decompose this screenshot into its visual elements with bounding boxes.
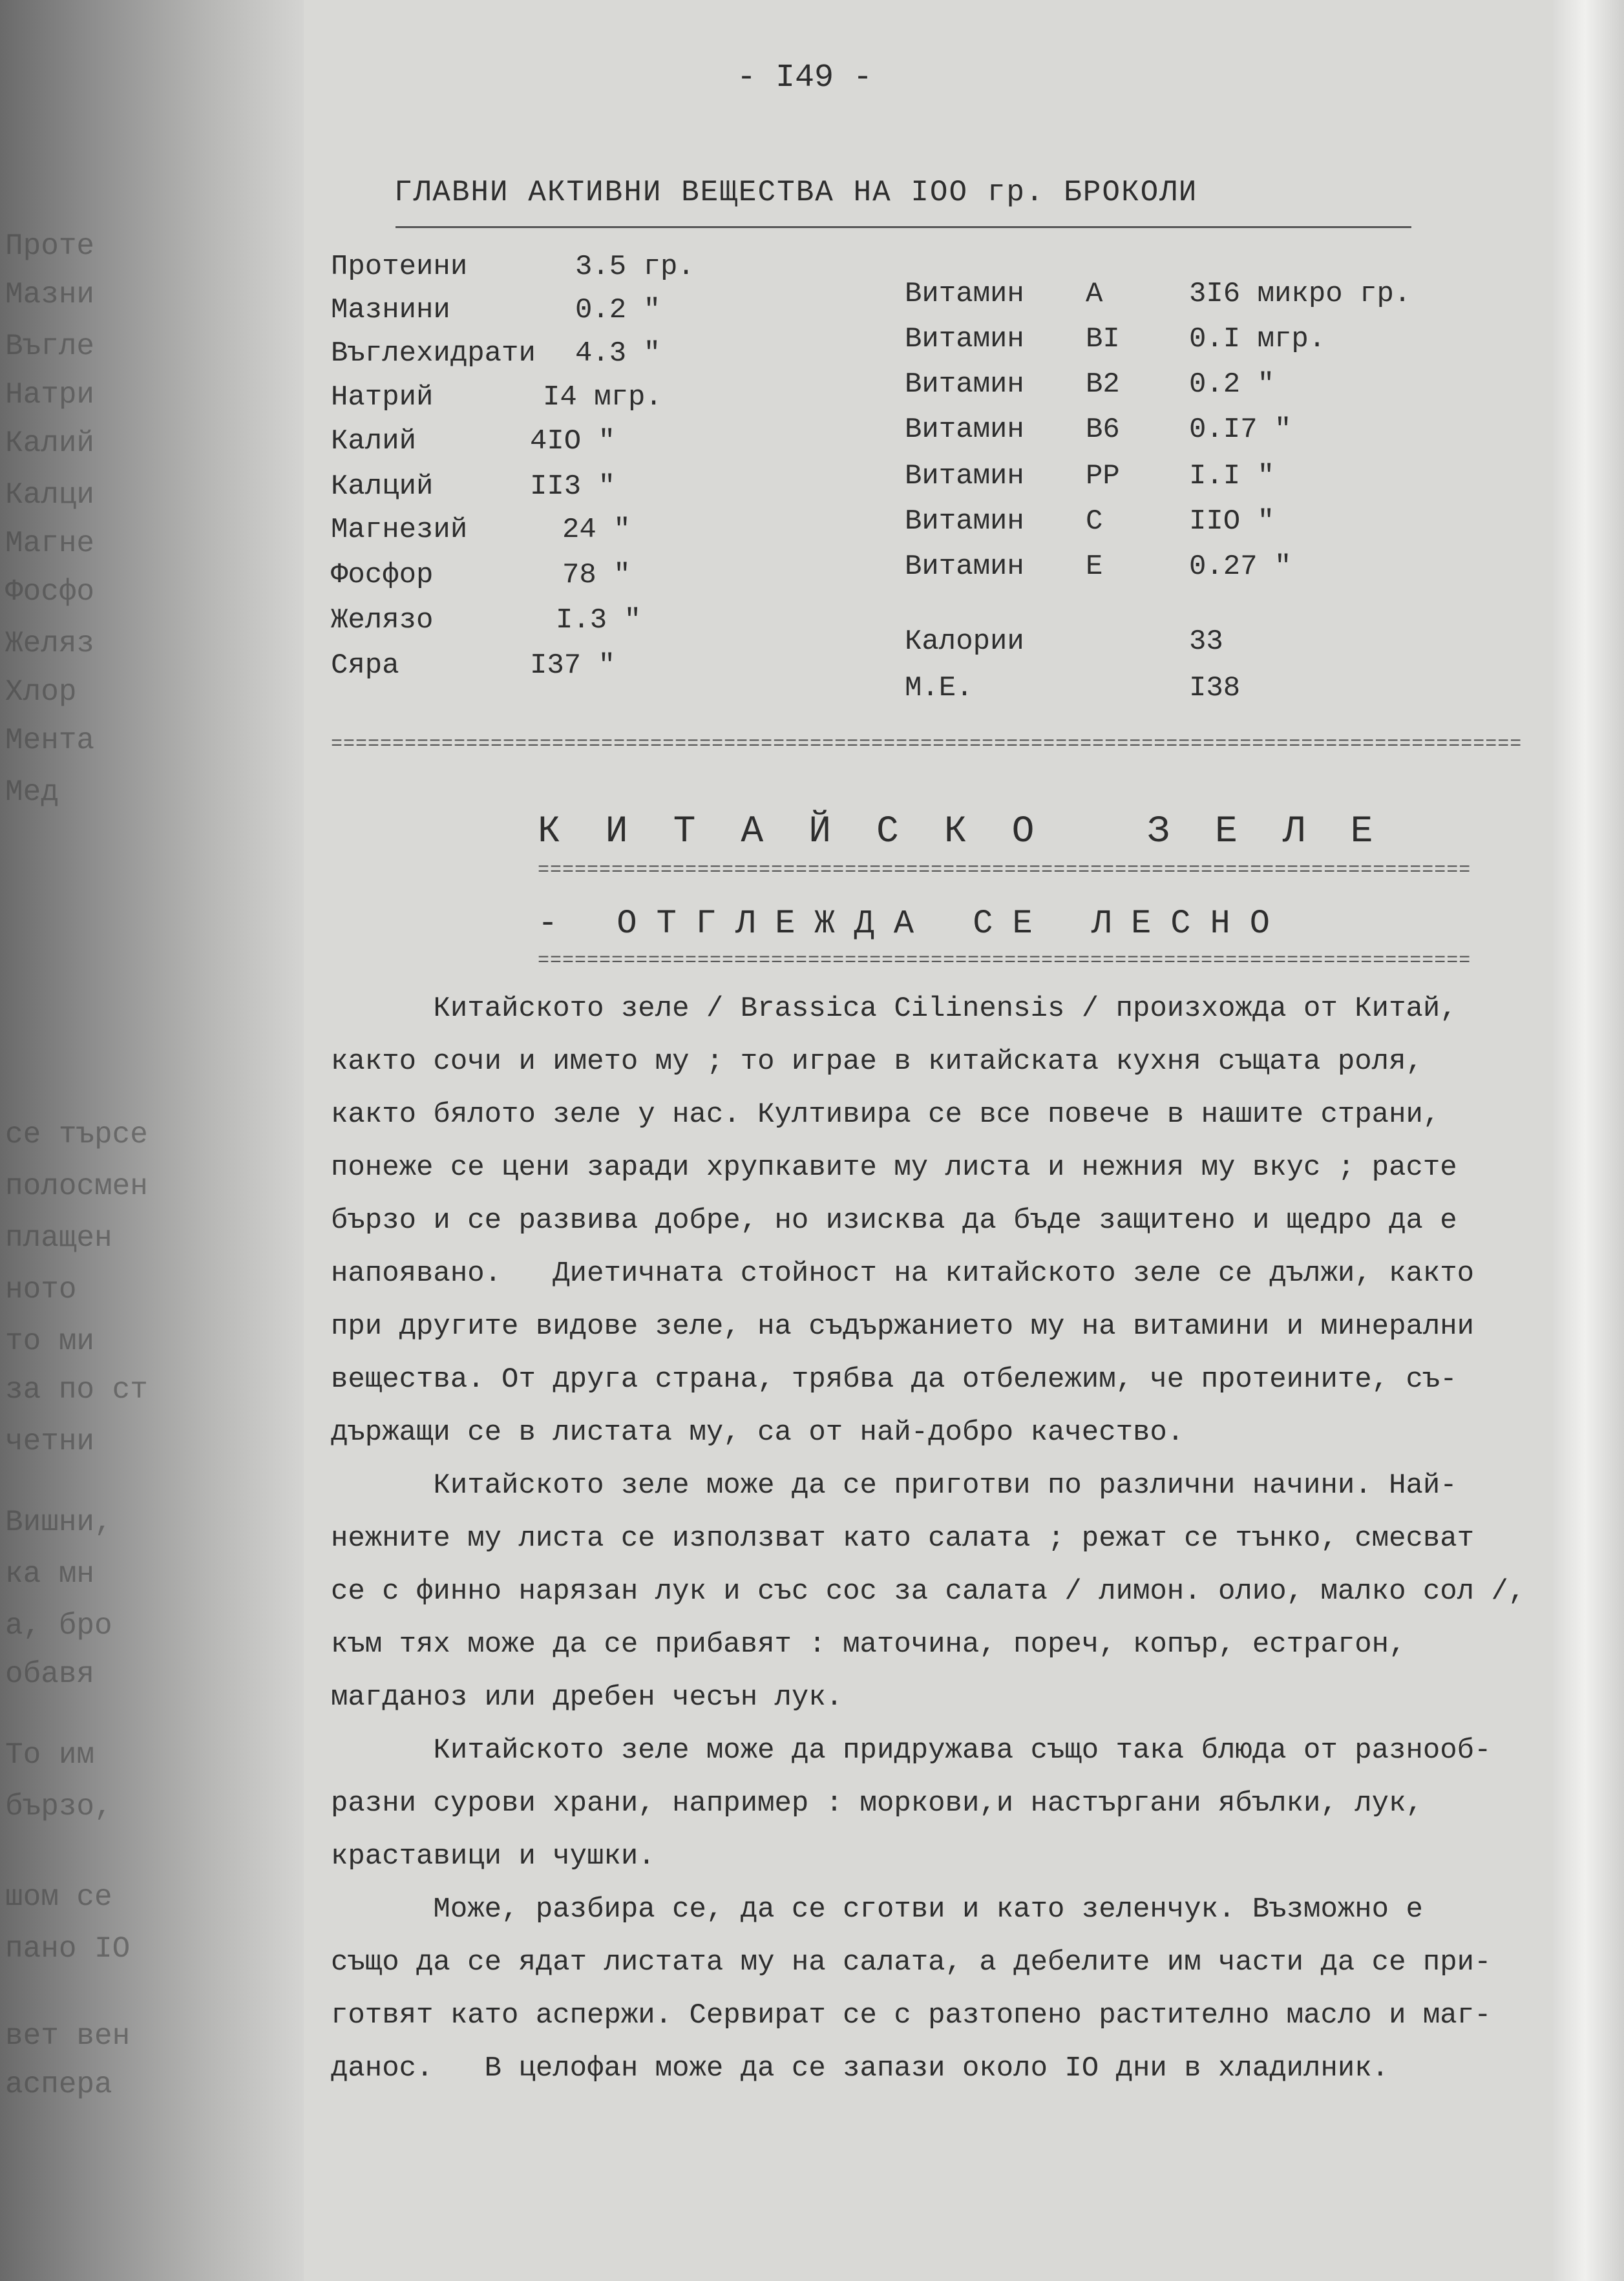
bleed-through-text (0, 0, 194, 2281)
vitamin-value: I38 (1189, 672, 1241, 704)
vitamin-letter: C (1086, 505, 1103, 538)
text-line: магданоз или дребен чесън лук. (331, 1681, 843, 1714)
text-line: напоявано. Диетичната стойност на китайското зеле се дължи, както (331, 1257, 1475, 1290)
nutrient-value: I4 мгр. (543, 381, 662, 414)
nutrient-value: 4.3 " (575, 337, 661, 370)
bleed-line: пано IO (5, 1932, 131, 1966)
bleed-line: а, бро (5, 1609, 112, 1643)
nutrient-value: I37 " (530, 649, 616, 682)
bleed-line: четни (5, 1425, 95, 1458)
text-line: Може, разбира се, да се сготви и като зеленчук. Възможно е (331, 1893, 1423, 1926)
text-line: Китайското зеле може да се приготви по различни начини. Най- (331, 1469, 1457, 1502)
bleed-line: ка мн (5, 1557, 95, 1591)
nutrient-name: Калий (331, 425, 417, 457)
text-line: готвят като аспержи. Сервират се с разтопено растително масло и маг- (331, 1999, 1492, 2032)
bleed-line: шом се (5, 1880, 112, 1914)
section-subheading: - ОТГЛЕЖДА СЕ ЛЕСНО (538, 905, 1289, 943)
table-title: ГЛАВНИ АКТИВНИ ВЕЩЕСТВА НА IOO гр. БРОКОЛИ (394, 176, 1198, 209)
bleed-line: за по ст (5, 1373, 148, 1407)
bleed-line: Мента (5, 724, 95, 757)
section-heading: КИТАЙСКО ЗЕЛЕ (538, 811, 1418, 853)
vitamin-name: Витамин (905, 505, 1024, 538)
document-page (258, 0, 1551, 2281)
vitamin-letter: PP (1086, 460, 1120, 492)
vitamin-name: Витамин (905, 278, 1024, 310)
nutrient-value: 4IO " (530, 425, 616, 457)
vitamin-name: Калории (905, 625, 1024, 658)
bleed-line: обавя (5, 1657, 95, 1691)
text-line: както сочи и името му ; то играе в китайската кухня същата роля, (331, 1046, 1423, 1078)
vitamin-name: Витамин (905, 460, 1024, 492)
heading-double-rule: ============================================================================ (538, 859, 1471, 881)
vitamin-letter: B6 (1086, 414, 1120, 446)
nutrient-name: Магнезий (331, 514, 468, 546)
bleed-line: се търсе (5, 1118, 148, 1151)
body-text (331, 982, 1539, 2095)
subheading-double-rule: ============================================================================ (538, 950, 1471, 972)
bleed-line: вет вен (5, 2019, 131, 2053)
double-rule: ================================================================================================= (331, 733, 1523, 755)
vitamin-value: 0.I мгр. (1189, 323, 1326, 355)
nutrient-value: I.3 " (556, 604, 642, 636)
bleed-line: Проте (5, 229, 95, 263)
vitamin-letter: E (1086, 551, 1103, 583)
page-number: - I49 - (737, 59, 873, 96)
text-line: държащи се в листата му, са от най-добро качество. (331, 1416, 1185, 1449)
bleed-line: Въгле (5, 330, 95, 363)
bleed-line: Магне (5, 527, 95, 560)
vitamin-value: 33 (1189, 625, 1223, 658)
nutrient-name: Натрий (331, 381, 434, 414)
bleed-line: То им (5, 1738, 95, 1772)
vitamin-value: 0.27 " (1189, 551, 1292, 583)
page-edge (1553, 0, 1624, 2281)
text-line: бързо и се развива добре, но изисква да бъде защитено и щедро да е (331, 1204, 1457, 1237)
bleed-line: Фосфо (5, 575, 95, 609)
bleed-line: ното (5, 1273, 77, 1307)
bleed-line: Калци (5, 478, 95, 512)
vitamin-letter: BI (1086, 323, 1120, 355)
nutrient-name: Калций (331, 470, 434, 503)
vitamin-value: IIO " (1189, 505, 1275, 538)
nutrient-name: Протеини (331, 251, 468, 283)
vitamin-name: Витамин (905, 551, 1024, 583)
text-line: също да се ядат листата му на салата, а дебелите им части да се при- (331, 1946, 1492, 1979)
text-line: понеже се цени заради хрупкавите му листа и нежния му вкус ; расте (331, 1151, 1457, 1184)
nutrient-value: 78 " (562, 559, 631, 591)
bleed-line: плащен (5, 1221, 112, 1255)
bleed-line: аспера (5, 2068, 112, 2101)
text-line: нежните му листа се използват като салата ; режат се тънко, смесват (331, 1522, 1475, 1555)
text-line: разни сурови храни, например : моркови,и настъргани ябълки, лук, (331, 1787, 1423, 1820)
bleed-line: полосмен (5, 1170, 148, 1203)
nutrient-name: Мазнини (331, 294, 450, 326)
nutrient-name: Желязо (331, 604, 434, 636)
nutrient-name: Сяра (331, 649, 399, 682)
vitamin-value: 0.I7 " (1189, 414, 1292, 446)
title-underline (395, 226, 1411, 228)
vitamin-letter: A (1086, 278, 1103, 310)
text-line: се с финно нарязан лук и със сос за салата / лимон. олио, малко сол /, (331, 1575, 1526, 1608)
nutrient-name: Въглехидрати (331, 337, 536, 370)
nutrient-name: Фосфор (331, 559, 434, 591)
vitamin-name: Витамин (905, 323, 1024, 355)
bleed-line: то ми (5, 1325, 95, 1358)
bleed-line: Вишни, (5, 1506, 112, 1539)
text-line: при другите видове зеле, на съдържанието му на витамини и минерални (331, 1310, 1475, 1343)
vitamin-name: М.Е. (905, 672, 973, 704)
vitamin-name: Витамин (905, 414, 1024, 446)
bleed-line: Калий (5, 426, 95, 460)
text-line: както бялото зеле у нас. Култивира се все повече в нашите страни, (331, 1098, 1440, 1131)
vitamin-value: 3I6 микро гр. (1189, 278, 1411, 310)
vitamin-value: 0.2 " (1189, 368, 1275, 401)
text-line: Китайското зеле / Brassica Cilinensis / произхожда от Китай, (331, 993, 1457, 1025)
nutrient-value: II3 " (530, 470, 616, 503)
text-line: Китайското зеле може да придружава също така блюда от разнооб- (331, 1734, 1492, 1767)
text-line: към тях може да се прибавят : маточина, пореч, копър, естрагон, (331, 1628, 1406, 1661)
bleed-line: Мед (5, 775, 59, 809)
bleed-line: бързо, (5, 1790, 112, 1824)
nutrient-value: 24 " (562, 514, 631, 546)
text-line: вещества. От друга страна, трябва да отбележим, че протеините, съ- (331, 1363, 1457, 1396)
text-line: данос. В целофан може да се запази около IO дни в хладилник. (331, 2052, 1389, 2085)
nutrient-value: 0.2 " (575, 294, 661, 326)
vitamin-value: I.I " (1189, 460, 1275, 492)
bleed-line: Хлор (5, 675, 77, 709)
text-line: краставици и чушки. (331, 1840, 655, 1873)
vitamin-letter: B2 (1086, 368, 1120, 401)
bleed-line: Желяз (5, 627, 95, 660)
vitamin-name: Витамин (905, 368, 1024, 401)
nutrient-value: 3.5 гр. (575, 251, 695, 283)
bleed-line: Натри (5, 378, 95, 412)
bleed-line: Мазни (5, 278, 95, 311)
